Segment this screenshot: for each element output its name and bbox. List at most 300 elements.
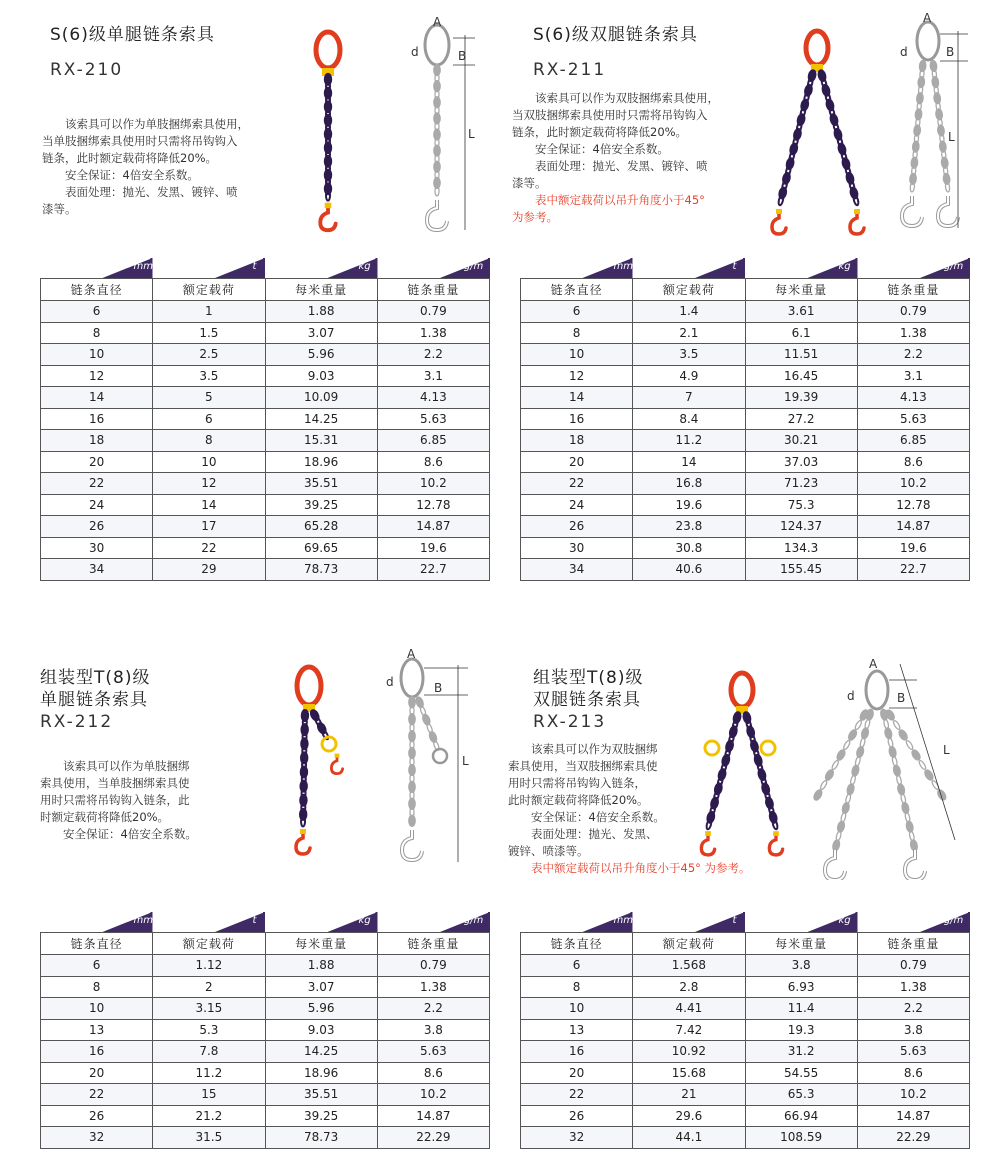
table-cell: 1.38: [857, 322, 969, 344]
table-cell: 3.15: [153, 998, 265, 1020]
table-cell: 5.3: [153, 1019, 265, 1041]
table-row: [41, 301, 490, 323]
table-cell: 37.03: [745, 451, 857, 473]
table-cell: 66.94: [745, 1105, 857, 1127]
table-row: [41, 1084, 490, 1106]
description: [512, 90, 772, 226]
description: [40, 758, 265, 843]
description-line: 漆等。: [512, 176, 547, 190]
table-cell: 5.96: [265, 998, 377, 1020]
unit-label: t: [732, 915, 737, 926]
table-cell: 22: [41, 473, 153, 495]
model-code: RX-213: [533, 712, 607, 732]
dimension-label: d: [847, 689, 855, 703]
table-cell: 0.79: [377, 955, 489, 977]
table-cell: 65.3: [745, 1084, 857, 1106]
description-line: 索具使用，当单肢捆绑索具使: [40, 776, 190, 790]
table-cell: 21.2: [153, 1105, 265, 1127]
description-line: 表中额定载荷以吊升角度小于45°: [535, 193, 705, 207]
table-row: [41, 344, 490, 366]
table-cell: 20: [41, 1062, 153, 1084]
table-cell: 24: [41, 494, 153, 516]
table-cell: 2.1: [633, 322, 745, 344]
description-line: 镀锌、喷漆等。: [508, 844, 589, 858]
master-ring: [866, 671, 888, 709]
description-line: 当双肢捆绑索具使用时只需将吊钩钩入: [512, 108, 708, 122]
description-line: 链条，此时额定载荷将降低20%。: [512, 125, 688, 139]
title-line: 组装型T(8)级: [40, 668, 151, 688]
dimension-label: L: [943, 743, 950, 757]
unit-label: kg/m: [938, 915, 964, 926]
table-row: [41, 1041, 490, 1063]
table-cell: 6.85: [377, 430, 489, 452]
table-cell: 3.07: [265, 322, 377, 344]
table-cell: 2: [153, 976, 265, 998]
table-cell: 14: [633, 451, 745, 473]
table-cell: 6: [153, 408, 265, 430]
table-cell: 39.25: [265, 494, 377, 516]
unit-divider: [263, 912, 265, 932]
table-row: [521, 430, 970, 452]
table-cell: 3.8: [377, 1019, 489, 1041]
table-cell: 10: [153, 451, 265, 473]
table-row: [521, 1084, 970, 1106]
table-cell: 30.21: [745, 430, 857, 452]
dimension-label: B: [946, 45, 955, 59]
unit-label: kg/m: [938, 261, 964, 272]
column-header: 每米重量: [745, 279, 857, 301]
table-row: [521, 494, 970, 516]
table-cell: 78.73: [265, 559, 377, 581]
table-row: [41, 451, 490, 473]
table-cell: 108.59: [745, 1127, 857, 1149]
model-code: RX-211: [533, 60, 607, 80]
table-cell: 12: [521, 365, 633, 387]
chain-links: [930, 60, 951, 192]
table-cell: 14.87: [377, 516, 489, 538]
hook-icon: [331, 754, 342, 774]
dimension-label: A: [869, 657, 878, 671]
table-cell: 1.4: [633, 301, 745, 323]
table-cell: 134.3: [745, 537, 857, 559]
dimension-label: d: [411, 45, 419, 59]
shortening-clutch: [705, 741, 719, 755]
table-cell: 17: [153, 516, 265, 538]
chain-links: [309, 709, 329, 740]
unit-label: mm: [133, 915, 153, 926]
table-cell: 10: [521, 344, 633, 366]
hook-outline-icon: [902, 196, 922, 226]
table-cell: 1.88: [265, 301, 377, 323]
single-leg-dimension-drawing: [395, 10, 505, 245]
table-cell: 39.25: [265, 1105, 377, 1127]
title-line: 组装型T(8)级: [533, 668, 644, 688]
table-cell: 3.1: [377, 365, 489, 387]
dimension-label: d: [900, 45, 908, 59]
table-cell: 34: [521, 559, 633, 581]
description-line: 表面处理：抛光、发黑、镀锌、喷: [65, 185, 238, 199]
table-cell: 7.8: [153, 1041, 265, 1063]
dimension-label: d: [386, 675, 394, 689]
dimension-label: A: [433, 15, 442, 29]
unit-header-strip: [520, 258, 970, 278]
table-cell: 8: [41, 976, 153, 998]
table-cell: 24: [521, 494, 633, 516]
table-cell: 65.28: [265, 516, 377, 538]
chain-links: [325, 74, 331, 201]
table-cell: 15: [153, 1084, 265, 1106]
unit-divider: [743, 258, 745, 278]
master-ring: [806, 31, 828, 65]
table-cell: 19.6: [857, 537, 969, 559]
description: [42, 116, 292, 218]
unit-divider: [488, 912, 490, 932]
table-cell: 5.96: [265, 344, 377, 366]
table-cell: 11.2: [153, 1062, 265, 1084]
table-cell: 14.25: [265, 1041, 377, 1063]
table-cell: 16: [41, 1041, 153, 1063]
hook-outline-icon: [905, 850, 925, 880]
table-cell: 1.12: [153, 955, 265, 977]
table-row: [41, 559, 490, 581]
table-row: [41, 1062, 490, 1084]
unit-label: kg: [358, 915, 371, 926]
shortening-clutch: [761, 741, 775, 755]
column-header: 链条重量: [377, 279, 489, 301]
table-cell: 8: [521, 322, 633, 344]
unit-divider: [968, 258, 970, 278]
panel-title: [533, 667, 643, 711]
table-cell: 4.13: [377, 387, 489, 409]
table-cell: 20: [521, 451, 633, 473]
unit-divider: [376, 258, 378, 278]
unit-label: kg: [358, 261, 371, 272]
table-row: [41, 473, 490, 495]
table-row: [521, 451, 970, 473]
table-cell: 18.96: [265, 451, 377, 473]
table-cell: 7: [633, 387, 745, 409]
table-cell: 26: [521, 516, 633, 538]
table-cell: 2.2: [377, 344, 489, 366]
table-cell: 8: [521, 976, 633, 998]
table-cell: 21: [633, 1084, 745, 1106]
description-line: 链条，此时额定载荷将降低20%。: [42, 151, 218, 165]
table-cell: 18: [521, 430, 633, 452]
master-ring: [401, 659, 423, 697]
table-row: [41, 322, 490, 344]
table-cell: 1.38: [857, 976, 969, 998]
table-cell: 6.93: [745, 976, 857, 998]
table-cell: 3.8: [857, 1019, 969, 1041]
shortening-clutch: [433, 749, 447, 763]
table-cell: 14: [153, 494, 265, 516]
unit-wedge: [215, 258, 265, 278]
table-cell: 7.42: [633, 1019, 745, 1041]
table-cell: 11.51: [745, 344, 857, 366]
table-cell: 3.07: [265, 976, 377, 998]
column-header: 链条重量: [857, 933, 969, 955]
table-row: [521, 365, 970, 387]
dimension-label: L: [468, 127, 475, 141]
table-cell: 78.73: [265, 1127, 377, 1149]
table-row: [521, 387, 970, 409]
unit-label: kg/m: [458, 261, 484, 272]
chain-links: [409, 697, 415, 827]
double-leg-sling-photo: [765, 24, 875, 244]
unit-label: t: [252, 261, 257, 272]
master-ring: [917, 22, 939, 60]
unit-label: t: [252, 915, 257, 926]
table-row: [41, 955, 490, 977]
table-cell: 75.3: [745, 494, 857, 516]
table-cell: 71.23: [745, 473, 857, 495]
table-row: [521, 1127, 970, 1149]
spec-table: [520, 932, 970, 1149]
table-cell: 11.4: [745, 998, 857, 1020]
table-cell: 19.6: [633, 494, 745, 516]
table-cell: 29.6: [633, 1105, 745, 1127]
dimension-label: B: [897, 691, 906, 705]
spec-table: [40, 932, 490, 1149]
chain-links: [778, 70, 817, 206]
table-cell: 22: [41, 1084, 153, 1106]
assembled-single-leg-drawing: [380, 640, 490, 870]
table-cell: 4.13: [857, 387, 969, 409]
model-code: RX-210: [50, 60, 124, 80]
table-cell: 2.2: [377, 998, 489, 1020]
table-row: [41, 430, 490, 452]
table-row: [521, 473, 970, 495]
table-cell: 10.2: [857, 473, 969, 495]
unit-wedge: [695, 258, 745, 278]
model-code: RX-212: [40, 712, 114, 732]
table-cell: 15.68: [633, 1062, 745, 1084]
table-cell: 14.87: [857, 1105, 969, 1127]
chain-links: [742, 711, 778, 829]
table-cell: 29: [153, 559, 265, 581]
description-line: 该索具可以作为双肢捆绑: [531, 742, 658, 756]
table-cell: 12: [153, 473, 265, 495]
column-header: 额定载荷: [633, 933, 745, 955]
table-cell: 10.2: [377, 473, 489, 495]
table-cell: 6: [521, 301, 633, 323]
table-cell: 8.4: [633, 408, 745, 430]
table-cell: 5.63: [857, 1041, 969, 1063]
table-row: [41, 998, 490, 1020]
panel-title: [40, 667, 150, 711]
table-cell: 16: [521, 408, 633, 430]
dimension-label: B: [434, 681, 443, 695]
unit-divider: [263, 258, 265, 278]
table-row: [521, 1105, 970, 1127]
table-cell: 1.5: [153, 322, 265, 344]
description-line: 索具使用，当双肢捆绑索具使: [508, 759, 658, 773]
column-header: 每米重量: [265, 279, 377, 301]
chain-links: [434, 65, 440, 196]
unit-header-strip: [40, 258, 490, 278]
table-cell: 22: [521, 473, 633, 495]
unit-label: mm: [613, 261, 633, 272]
table-cell: 10.92: [633, 1041, 745, 1063]
single-leg-sling-photo: [300, 24, 356, 244]
table-cell: 0.79: [857, 955, 969, 977]
description-line: 时额定载荷将降低20%。: [40, 810, 170, 824]
table-cell: 22.7: [857, 559, 969, 581]
table-cell: 54.55: [745, 1062, 857, 1084]
description-line: 安全保证：4倍安全系数。: [535, 142, 669, 156]
table-cell: 26: [41, 516, 153, 538]
description-line: 该索具可以作为单肢捆绑: [63, 759, 190, 773]
unit-wedge: [215, 912, 265, 932]
table-cell: 31.5: [153, 1127, 265, 1149]
title-line: 双腿链条索具: [533, 690, 641, 710]
table-cell: 12: [41, 365, 153, 387]
description-line: 安全保证：4倍安全系数。: [65, 168, 199, 182]
panel-title: [533, 24, 698, 46]
table-cell: 31.2: [745, 1041, 857, 1063]
table-cell: 27.2: [745, 408, 857, 430]
description-line: 当单肢捆绑索具使用时只需将吊钩钩入: [42, 134, 238, 148]
table-cell: 11.2: [633, 430, 745, 452]
table-cell: 16: [521, 1041, 633, 1063]
master-ring: [316, 32, 340, 68]
unit-header-strip: [520, 912, 970, 932]
table-cell: 22.7: [377, 559, 489, 581]
table-cell: 14.87: [857, 516, 969, 538]
table-cell: 18: [41, 430, 153, 452]
description-line: 用时只需将吊钩钩入链条，此: [40, 793, 190, 807]
table-cell: 10.2: [377, 1084, 489, 1106]
panel-title: [50, 24, 215, 46]
hook-icon: [769, 831, 782, 855]
table-cell: 44.1: [633, 1127, 745, 1149]
chain-links: [706, 711, 742, 829]
table-cell: 16: [41, 408, 153, 430]
assembled-single-leg-photo: [285, 660, 355, 875]
column-header: 链条直径: [521, 279, 633, 301]
table-cell: 14: [41, 387, 153, 409]
dimension-label: A: [923, 11, 932, 25]
table-cell: 20: [521, 1062, 633, 1084]
unit-label: kg: [838, 261, 851, 272]
table-row: [41, 976, 490, 998]
table-cell: 2.2: [857, 344, 969, 366]
table-cell: 22: [521, 1084, 633, 1106]
unit-divider: [968, 912, 970, 932]
table-cell: 0.79: [377, 301, 489, 323]
table-cell: 14: [521, 387, 633, 409]
table-cell: 4.41: [633, 998, 745, 1020]
table-row: [521, 976, 970, 998]
table-cell: 22.29: [377, 1127, 489, 1149]
table-cell: 18.96: [265, 1062, 377, 1084]
dimension-label: L: [948, 130, 955, 144]
chain-links: [415, 696, 440, 751]
table-cell: 4.9: [633, 365, 745, 387]
table-cell: 1.568: [633, 955, 745, 977]
hook-outline-icon: [427, 200, 447, 230]
master-ring: [425, 25, 449, 65]
unit-divider: [856, 258, 858, 278]
table-cell: 2.5: [153, 344, 265, 366]
table-cell: 19.6: [377, 537, 489, 559]
unit-label: kg/m: [458, 915, 484, 926]
table-row: [521, 998, 970, 1020]
table-cell: 6.1: [745, 322, 857, 344]
dimension-label: L: [462, 754, 469, 768]
table-cell: 22.29: [857, 1127, 969, 1149]
column-header: 每米重量: [265, 933, 377, 955]
table-cell: 26: [521, 1105, 633, 1127]
master-ring: [297, 667, 321, 705]
double-leg-dimension-drawing: [890, 6, 1000, 241]
table-cell: 13: [521, 1019, 633, 1041]
table-cell: 5.63: [377, 408, 489, 430]
chain-links: [300, 710, 308, 827]
unit-label: mm: [613, 915, 633, 926]
table-cell: 2.8: [633, 976, 745, 998]
chain-links: [909, 60, 926, 192]
table-cell: 10.2: [857, 1084, 969, 1106]
column-header: 链条重量: [377, 933, 489, 955]
table-cell: 30: [41, 537, 153, 559]
table-cell: 34: [41, 559, 153, 581]
table-cell: 6.85: [857, 430, 969, 452]
table-cell: 35.51: [265, 473, 377, 495]
table-cell: 3.1: [857, 365, 969, 387]
table-cell: 5.63: [857, 408, 969, 430]
column-header: 额定载荷: [153, 279, 265, 301]
spec-table: [520, 278, 970, 581]
table-cell: 12.78: [377, 494, 489, 516]
table-cell: 10: [521, 998, 633, 1020]
unit-label: t: [732, 261, 737, 272]
table-cell: 5: [153, 387, 265, 409]
unit-divider: [488, 258, 490, 278]
table-cell: 8: [41, 322, 153, 344]
table-cell: 1.88: [265, 955, 377, 977]
table-cell: 5.63: [377, 1041, 489, 1063]
description-line: 漆等。: [42, 202, 77, 216]
table-row: [521, 516, 970, 538]
table-row: [521, 1041, 970, 1063]
table-cell: 1.38: [377, 976, 489, 998]
description-line: 该索具可以作为双肢捆绑索具使用，: [535, 91, 719, 105]
table-row: [41, 387, 490, 409]
unit-label: kg: [838, 915, 851, 926]
chain-links: [817, 70, 859, 206]
table-cell: 3.5: [633, 344, 745, 366]
table-cell: 9.03: [265, 1019, 377, 1041]
unit-label: mm: [133, 261, 153, 272]
hook-outline-icon: [825, 850, 845, 880]
description-line: 为参考。: [512, 210, 558, 224]
description-line: 安全保证：4倍安全系数。: [531, 810, 665, 824]
table-cell: 6: [41, 955, 153, 977]
table-cell: 15.31: [265, 430, 377, 452]
table-cell: 8.6: [377, 1062, 489, 1084]
table-cell: 32: [41, 1127, 153, 1149]
table-cell: 69.65: [265, 537, 377, 559]
column-header: 每米重量: [745, 933, 857, 955]
table-row: [41, 537, 490, 559]
table-cell: 16.45: [745, 365, 857, 387]
table-cell: 30.8: [633, 537, 745, 559]
hook-outline-icon: [402, 830, 422, 860]
table-cell: 20: [41, 451, 153, 473]
table-cell: 19.39: [745, 387, 857, 409]
table-row: [521, 344, 970, 366]
